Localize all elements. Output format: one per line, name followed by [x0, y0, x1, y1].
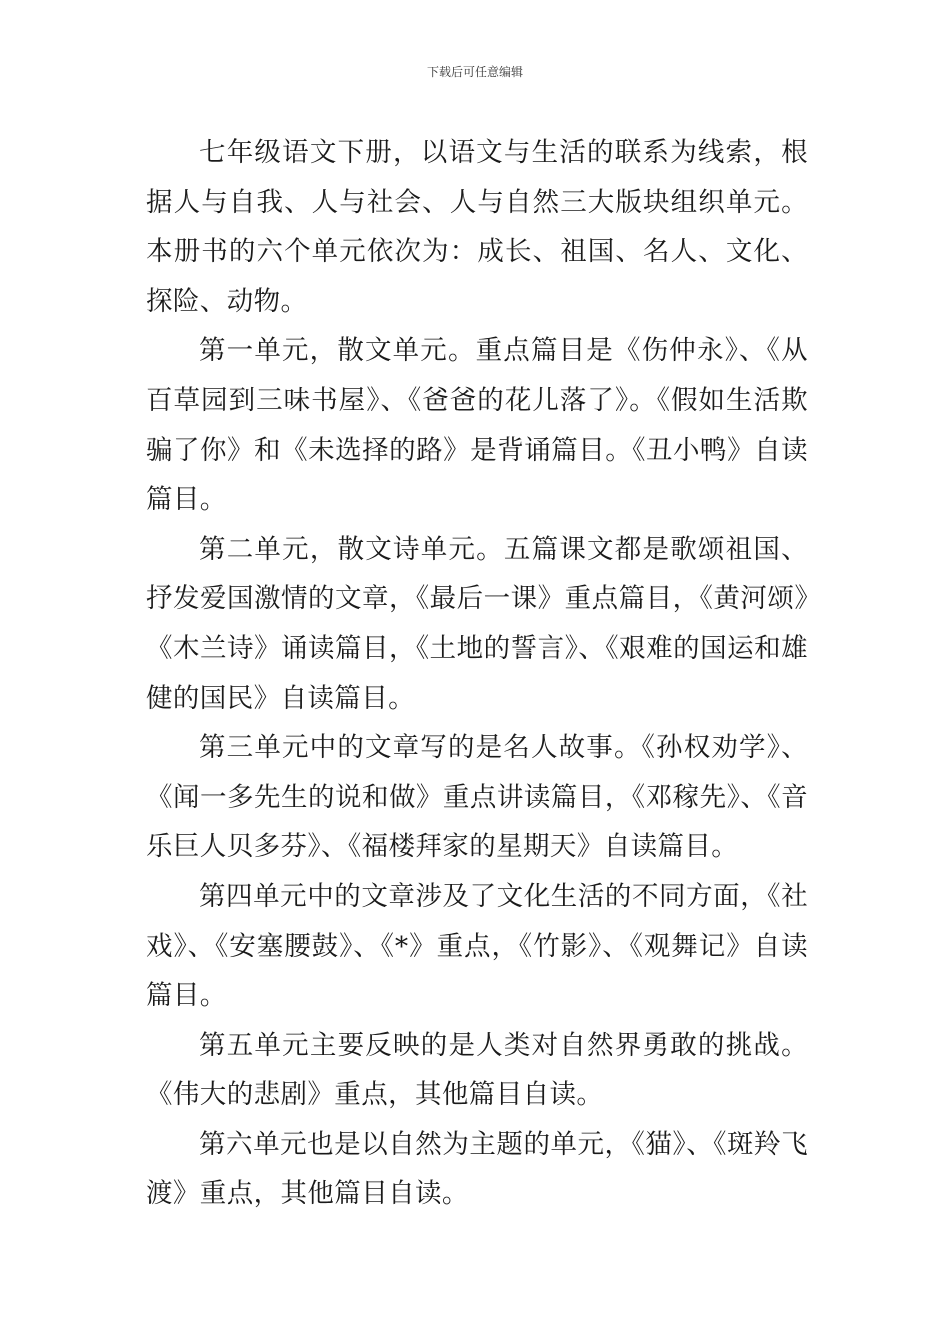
paragraph-unit-3: 第三单元中的文章写的是名人故事。《孙权劝学》、《闻一多先生的说和做》重点讲读篇目，《邓稼先》、《音乐巨人贝多芬》、《福楼拜家的星期天》自读篇目。 — [146, 732, 808, 863]
paragraph-unit-5: 第五单元主要反映的是人类对自然界勇敢的挑战。《伟大的悲剧》重点，其他篇目自读。 — [146, 1029, 808, 1111]
paragraph-unit-1: 第一单元，散文单元。重点篇目是《伤仲永》、《从百草园到三味书屋》、《爸爸的花儿落了》。《假如生活欺骗了你》和《未选择的路》是背诵篇目。《丑小鸭》自读篇目。 — [146, 335, 808, 516]
paragraph-unit-6: 第六单元也是以自然为主题的单元，《猫》、《斑羚飞渡》重点，其他篇目自读。 — [146, 1128, 808, 1210]
paragraph-unit-2: 第二单元，散文诗单元。五篇课文都是歌颂祖国、抒发爱国激情的文章，《最后一课》重点篇目，《黄河颂》《木兰诗》诵读篇目，《土地的誓言》、《艰难的国运和雄健的国民》自读篇目。 — [146, 533, 808, 714]
paragraph-unit-4: 第四单元中的文章涉及了文化生活的不同方面，《社戏》、《安塞腰鼓》、《*》重点，《竹影》、《观舞记》自读篇目。 — [146, 880, 808, 1012]
page-header: 下载后可任意编辑 — [426, 65, 523, 79]
document-body — [146, 128, 808, 1219]
paragraph-intro: 七年级语文下册，以语文与生活的联系为线索，根据人与自我、人与社会、人与自然三大版块组织单元。本册书的六个单元依次为：成长、祖国、名人、文化、探险、动物。 — [146, 137, 808, 317]
